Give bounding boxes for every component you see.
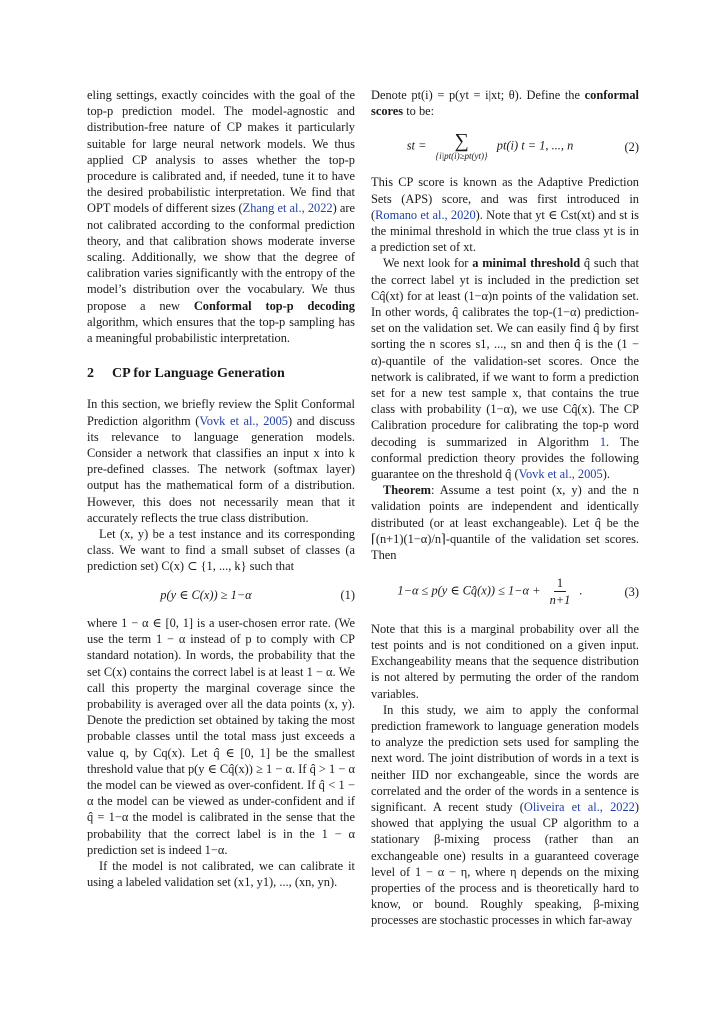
intro-paragraph: eling settings, exactly coincides with the goal of the top-p prediction model. The model-agnostic and distribution-free nature of CP makes it particularly suitable for large neural network models. We thus applied CP analysis to asses whether the top-p procedure is calibrated and, if needed, tune it to have the desired probabilistic interpretation. We find that OPT models of different sizes (Zhang et al., 2022) are not calibrated according to the conformal prediction theory, and that calibration shows moderate inverse scaling. Additionally, we show that the degree of calibration varies significantly with the entropy of the model’s distribution over the vocabulary. We thus propose a new Conformal top-p decoding algorithm, which ensures that the top-p sampling has a meaningful probabilistic interpretation. [87, 88, 356, 346]
equation-3-number: (3) [624, 584, 639, 599]
section-number: 2 [87, 366, 94, 382]
summation-symbol: ∑ [454, 130, 469, 153]
fraction-numerator: 1 [554, 575, 566, 592]
equation-2-number: (2) [624, 139, 639, 154]
equation-2-expression: st = ∑ {i|pt(i)≥pt(yt)} pt(i) t = 1, ..., n [406, 130, 574, 162]
bold-term: a minimal threshold [472, 256, 581, 271]
citation-zhang[interactable]: Zhang et al., 2022 [242, 201, 333, 216]
aps-paragraph: This CP score is known as the Adaptive Prediction Sets (APS) score, and was first introduced in (Romano et al., 2020). Note that yt ∈ Cst(xt) and st is the minimal threshold in which the true class yt is in a prediction set of xt. [371, 175, 639, 255]
conformal-scores-paragraph: Denote pt(i) = p(yt = i|xt; θ). Define the conformal scores to be: [371, 88, 639, 119]
study-aim-paragraph: In this study, we aim to apply the conformal prediction framework to language generation models to analyze the prediction sets used for sampling the next word. The joint distribution of words in a text is neither IID nor exchangeable, since the words are correlated and the order of the words in a sentence is significant. A recent study (Oliveira et al., 2022) showed that applying the usual CP algorithm to a stationary β-mixing process (rather than an exchangeable one) results in a guaranteed coverage level of 1 − α − η, where η depends on the mixing properties of the process and is theoretically hard to know, or bound. Roughly speaking, β-mixing processes are stochastic processes in which far-away [371, 702, 639, 928]
bold-term: conformal scores [371, 88, 639, 119]
bold-term: Conformal top-p decoding [193, 298, 355, 313]
threshold-paragraph: We next look for a minimal threshold q̂ such that the correct label yt is included in the prediction set Cq̂(xt) for at least (1−α)n points of the validation set. In other words, q̂ calibrates the top-(1−α) prediction-set on the validation set. We can easily find q̂ by first sorting the n scores s1, ..., sn and then q̂ is the (1 − α)-quantile of the validation-set scores. Once the network is calibrated, if we want to form a prediction set for a new test sample x, that contains the true class with probability (1−α), we use Cq̂(x). The CP Calibration procedure for calibrating the top-p word decoding is summarized in Algorithm 1. The conformal prediction theory provides the following guarantee on the threshold q̂ (Vovk et al., 2005). [371, 256, 639, 482]
right-column [371, 87, 639, 929]
summation-subscript: {i|pt(i)≥pt(yt)} [435, 151, 488, 162]
coverage-paragraph: where 1 − α ∈ [0, 1] is a user-chosen error rate. (We use the term 1 − α instead of p to comply with CP standard notation). In words, the probability that the set C(x) contains the correct label is at least 1 − α. We call this property the marginal coverage since the probability is averaged over all the data points (x, y). Denote the prediction set obtained by taking the most probable classes until the total mass just exceeds a value q, by Cq(x). Let q̂ ∈ [0, 1] be the smallest threshold value that p(y ∈ Cq̂(x)) ≥ 1 − α. If q̂ > 1 − α the model can be viewed as over-confident. If q̂ < 1 − α the model can be viewed as under-confident and if q̂ = 1−α the model is calibrated in the sense that the probability that the correct label is in the 1 − α prediction set is indeed 1−α. [87, 615, 355, 857]
left-column [87, 87, 355, 890]
fraction-denominator: n+1 [549, 593, 571, 608]
theorem-label: Theorem [383, 483, 431, 498]
equation-3-expression: 1−α ≤ p(y ∈ Cq̂(x)) ≤ 1−α + $\frac{1}{n+1}$ . [397, 576, 583, 608]
algorithm-link[interactable]: 1 [599, 434, 607, 449]
theorem-paragraph: Theorem: Assume a test point (x, y) and the n validation points are independent and identically distributed (or at least exchangeable). Let q̂ be the ⌈(n+1)(1−α)/n⌉-quantile of the validation set scores. Then [371, 483, 639, 563]
citation-romano[interactable]: Romano et al., 2020 [375, 207, 476, 222]
equation-1 [87, 587, 355, 603]
citation-vovk[interactable]: Vovk et al., 2005 [199, 413, 288, 428]
equation-2 [371, 131, 639, 162]
fraction [547, 575, 574, 608]
citation-vovk[interactable]: Vovk et al., 2005 [518, 467, 603, 482]
test-instance-paragraph: Let (x, y) be a test instance and its corresponding class. We want to find a small subset of classes (a prediction set) C(x) ⊂ {1, ..., k} such that [87, 527, 355, 574]
equation-1-number: (1) [340, 587, 355, 602]
section-title: CP for Language Generation [112, 366, 285, 382]
equation-1-expression: p(y ∈ C(x)) ≥ 1−α [160, 587, 252, 602]
calibration-paragraph: If the model is not calibrated, we can calibrate it using a labeled validation set (x1, y1), ..., (xn, yn). [87, 858, 355, 890]
section-heading [87, 366, 355, 382]
cp-review-paragraph: In this section, we briefly review the Split Conformal Prediction algorithm (Vovk et al., 2005) and discuss its relevance to language generation models. Consider a network that classifies an input x into k pre-defined classes. The network (softmax layer) output has the mathematical form of a distribution. However, this does not necessarily mean that it accurately reflects the true class distribution. [87, 397, 355, 525]
equation-3 [371, 575, 639, 608]
summation [436, 131, 488, 162]
citation-oliveira[interactable]: Oliveira et al., 2022 [523, 799, 635, 814]
marginal-note-paragraph: Note that this is a marginal probability over all the test points and is not conditioned on a given input. Exchangeability means that the sequence distribution is not altered by permuting the order of the random variables. [371, 621, 639, 701]
